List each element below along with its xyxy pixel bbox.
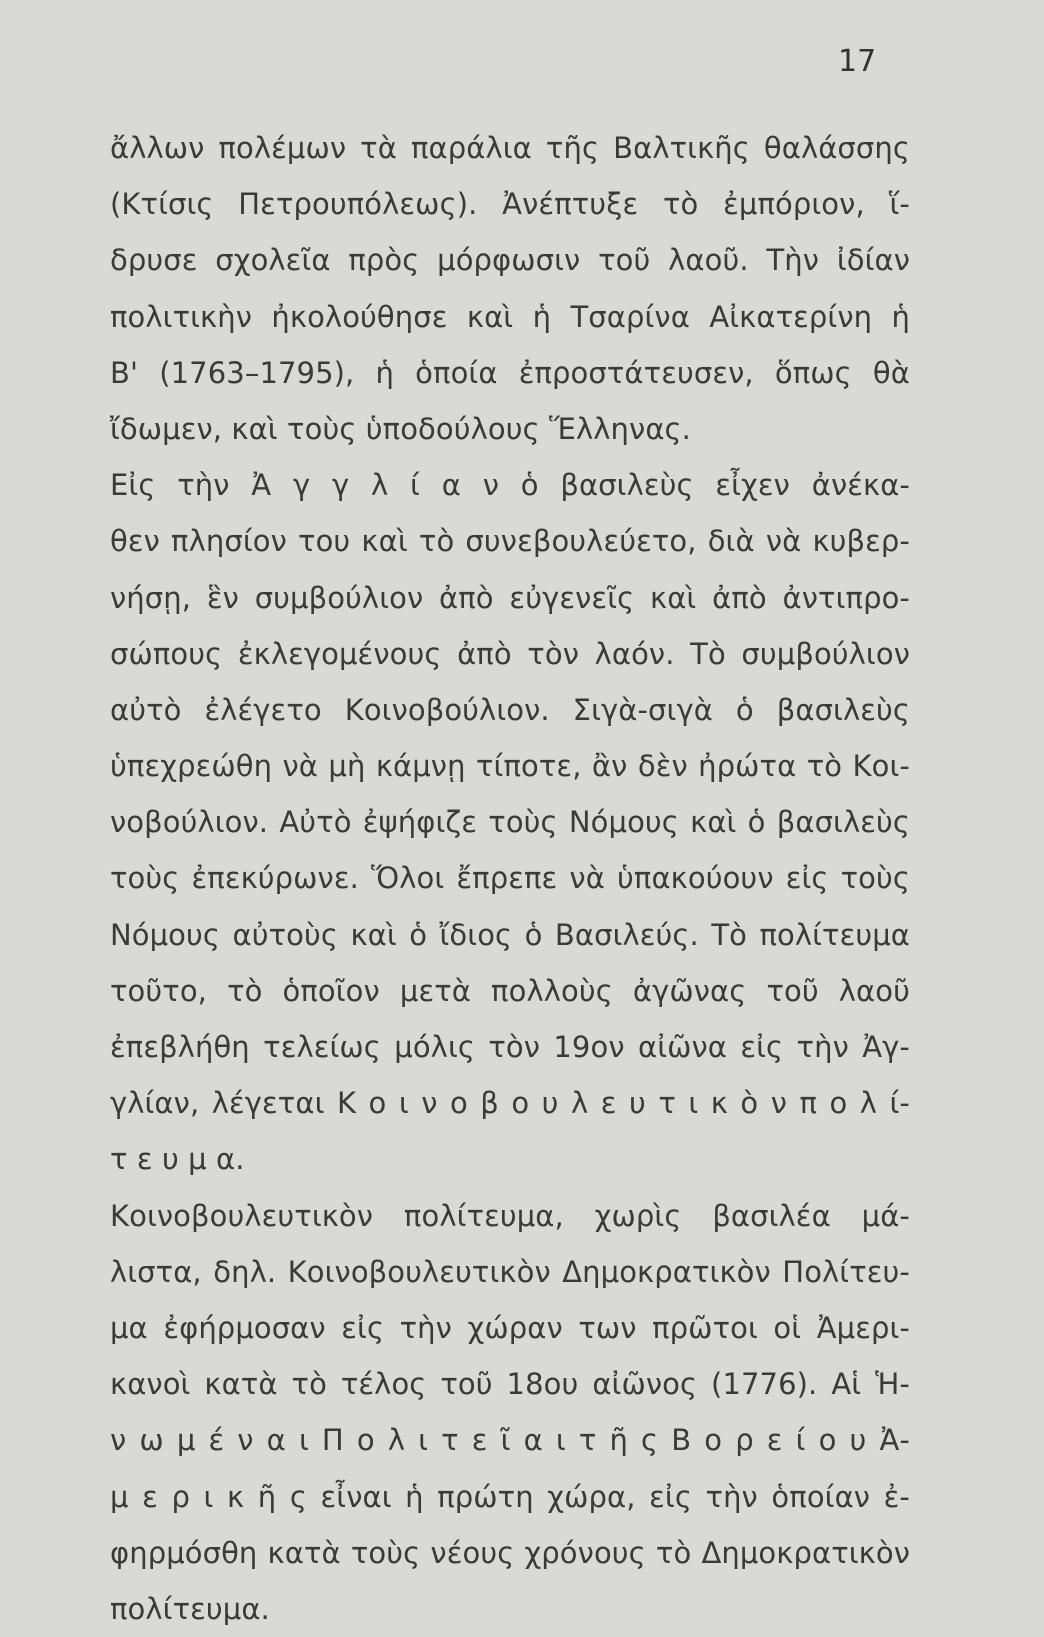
- text-line: ἴδωμεν, καὶ τοὺς ὑποδούλους Ἕλληνας.: [110, 411, 691, 446]
- text-line: μ ε ρ ι κ ῆ ς εἶναι ἡ πρώτη χώρα, εἰς τὴν ὁποίαν ἐ-: [110, 1479, 910, 1514]
- text-line: ὑπεχρεώθη νὰ μὴ κάμνῃ τίποτε, ἂν δὲν ἠρώτα τὸ Κοι-: [110, 749, 910, 784]
- text-line: Κοινοβουλευτικὸν πολίτευμα, χωρὶς βασιλέα μά-: [110, 1198, 910, 1233]
- text-line: Β' (1763–1795), ἡ ὁποία ἐπροστάτευσεν, ὅπως θὰ: [110, 355, 910, 390]
- text-line: κανοὶ κατὰ τὸ τέλος τοῦ 18ου αἰῶνος (1776). Αἱ Ἡ-: [110, 1367, 910, 1402]
- body-text: [110, 120, 910, 1637]
- text-line: αὐτὸ ἐλέγετο Κοινοβούλιον. Σιγὰ-σιγὰ ὁ βασιλεὺς: [110, 692, 910, 727]
- text-line: ν ω μ έ ν α ι Π ο λ ι τ ε ῖ α ι τ ῆ ς Β ο ρ ε ί ο υ Ἀ-: [110, 1423, 910, 1458]
- text-line: σώπους ἐκλεγομένους ἀπὸ τὸν λαόν. Τὸ συμβούλιον: [110, 636, 910, 671]
- text-line: γλίαν, λέγεται Κ ο ι ν ο β ο υ λ ε υ τ ι κ ὸ ν π ο λ ί-: [110, 1086, 910, 1121]
- text-line: τ ε υ μ α.: [110, 1142, 245, 1177]
- text-line: δρυσε σχολεῖα πρὸς μόρφωσιν τοῦ λαοῦ. Τὴν ἰδίαν: [110, 243, 910, 278]
- text-line: λιστα, δηλ. Κοινοβουλευτικὸν Δημοκρατικὸν Πολίτευ-: [110, 1254, 910, 1289]
- text-line: τοῦτο, τὸ ὁποῖον μετὰ πολλοὺς ἀγῶνας τοῦ λαοῦ: [110, 973, 910, 1008]
- text-line: φηρμόσθη κατὰ τοὺς νέους χρόνους τὸ Δημοκρατικὸν: [110, 1535, 910, 1570]
- text-line: ἄλλων πολέμων τὰ παράλια τῆς Βαλτικῆς θαλάσσης: [110, 131, 910, 165]
- text-line: Νόμους αὐτοὺς καὶ ὁ ἴδιος ὁ Βασιλεύς. Τὸ πολίτευμα: [110, 917, 910, 952]
- text-line: νήσῃ, ἓν συμβούλιον ἀπὸ εὐγενεῖς καὶ ἀπὸ ἀντιπρο-: [110, 580, 910, 615]
- text-line: τοὺς ἐπεκύρωνε. Ὅλοι ἔπρεπε νὰ ὑπακούουν εἰς τοὺς: [110, 861, 910, 896]
- text-line: νοβούλιον. Αὐτὸ ἐψήφιζε τοὺς Νόμους καὶ ὁ βασιλεὺς: [110, 805, 910, 840]
- text-line: πολίτευμα.: [110, 1591, 270, 1626]
- text-line: (Κτίσις Πετρουπόλεως). Ἀνέπτυξε τὸ ἐμπόριον, ἵ-: [110, 187, 910, 222]
- page-number: 17: [838, 44, 877, 79]
- text-line: ἐπεβλήθη τελείως μόλις τὸν 19ον αἰῶνα εἰς τὴν Ἀγ-: [110, 1030, 910, 1064]
- text-line: πολιτικὴν ἠκολούθησε καὶ ἡ Τσαρίνα Αἰκατερίνη ἡ: [110, 299, 910, 334]
- text-line: θεν πλησίον του καὶ τὸ συνεβουλεύετο, διὰ νὰ κυβερ-: [110, 524, 910, 559]
- text-line: Εἰς τὴν Ἀ γ γ λ ί α ν ὁ βασιλεὺς εἶχεν ἀνέκα-: [110, 468, 910, 503]
- text-line: μα ἐφήρμοσαν εἰς τὴν χώραν των πρῶτοι οἱ Ἀμερι-: [110, 1310, 910, 1345]
